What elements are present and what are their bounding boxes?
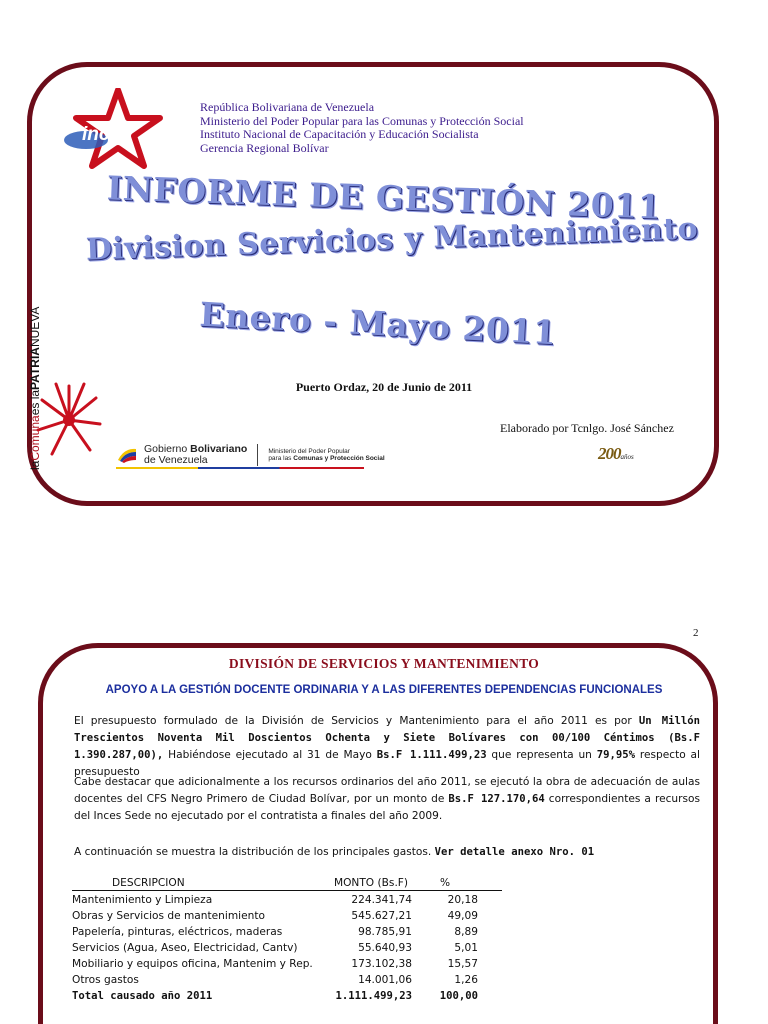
budget-text-d: respecto al presupuesto <box>74 749 700 778</box>
page-number: 2 <box>693 627 699 639</box>
total-label: Total causado año 2011 <box>72 990 213 1002</box>
table-row <box>72 972 502 988</box>
works-text-b: correspondientes a recursos del Inces Sede no ejecutado por el contratista a finales del año 2009. <box>74 793 700 822</box>
row-percent: 15,57 <box>447 958 478 970</box>
ministry-line1: Ministerio del Poder Popular <box>268 447 350 455</box>
ministry-logo-text <box>268 448 384 463</box>
red-burst-icon <box>34 380 104 460</box>
works-amount: Bs.F 127.170,64 <box>448 793 545 805</box>
report-date: Puerto Ordaz, 20 de Junio de 2011 <box>295 380 473 394</box>
inces-logo-text: inces <box>82 124 131 145</box>
distribution-intro <box>74 844 700 861</box>
section-title: DIVISIÓN DE SERVICIOS Y MANTENIMIENTO <box>228 656 540 671</box>
row-percent: 20,18 <box>447 894 478 906</box>
report-division-title: Division Servicios y Mantenimiento <box>85 211 699 268</box>
gov-logo-line1: Gobierno <box>144 443 188 455</box>
budget-amount-words: Un Millón Trescientos Noventa Mil Doscientos Ochenta y Siete Bolívares con 00/100 Céntimos (Bs.F 1.390.287,00), <box>74 715 700 761</box>
table-row <box>72 924 502 940</box>
table-row <box>72 956 502 972</box>
bicentenario-label: años <box>620 453 634 461</box>
table-row <box>72 940 502 956</box>
section-subtitle: APOYO A LA GESTIÓN DOCENTE ORDINARIA Y A LAS DIFERENTES DEPENDENCIAS FUNCIONALES <box>105 684 663 696</box>
bicentenario-number: 200 <box>598 444 621 463</box>
header-line-3: Instituto Nacional de Capacitación y Educación Socialista <box>200 127 479 141</box>
gov-logo-separator <box>257 444 258 466</box>
row-amount: 224.341,74 <box>351 894 412 906</box>
row-description: Otros gastos <box>72 974 139 986</box>
row-percent: 1,26 <box>454 974 478 986</box>
row-amount: 14.001,06 <box>358 974 412 986</box>
header-line-1: República Bolivariana de Venezuela <box>200 100 375 114</box>
slogan-part-4: PATRIA <box>28 347 42 390</box>
row-amount: 55.640,93 <box>358 942 412 954</box>
row-amount: 173.102,38 <box>351 958 412 970</box>
row-description: Obras y Servicios de mantenimiento <box>72 910 265 922</box>
venezuela-flag-icon <box>116 446 138 464</box>
tricolor-bar <box>116 467 364 469</box>
row-percent: 8,89 <box>454 926 478 938</box>
bicentenario-logo <box>598 444 634 464</box>
budget-paragraph <box>74 713 700 781</box>
report-title: INFORME DE GESTIÓN 2011 <box>106 168 662 227</box>
slogan-part-2: Comuna <box>28 415 42 461</box>
gobierno-bolivariano-logo <box>116 442 385 468</box>
row-description: Servicios (Agua, Aseo, Electricidad, Cantv) <box>72 942 298 954</box>
row-percent: 49,09 <box>447 910 478 922</box>
inces-star-logo <box>56 88 174 176</box>
ministry-line2-prefix: para las <box>268 455 292 462</box>
header-line-2: Ministerio del Poder Popular para las Comunas y Protección Social <box>200 113 524 128</box>
total-amount: 1.111.499,23 <box>335 990 412 1002</box>
works-text-a: Cabe destacar que adicionalmente a los recursos ordinarios del año 2011, se ejecutó la obra de adecuación de aulas docentes del CFS Negro Primero de Ciudad Bolívar, por un monto de <box>74 776 700 805</box>
report-author: Elaborado por Tcnlgo. José Sánchez <box>500 421 674 435</box>
row-description: Mantenimiento y Limpieza <box>72 894 213 906</box>
ministry-line2-bold: Comunas y Protección Social <box>293 455 385 462</box>
row-amount: 545.627,21 <box>351 910 412 922</box>
report-period-title: Enero - Mayo 2011 <box>198 294 558 353</box>
header-percent: % <box>439 877 451 889</box>
budget-text-b: Habiéndose ejecutado al 31 de Mayo <box>163 749 377 761</box>
slogan-part-5: NUEVA <box>28 306 42 348</box>
additional-works-paragraph <box>74 774 700 825</box>
annex-reference: Ver detalle anexo Nro. 01 <box>434 846 595 858</box>
gov-logo-line1-bold: Bolivariano <box>190 443 248 455</box>
intro-text: A continuación se muestra la distribución de los principales gastos. <box>74 846 435 858</box>
header-description: DESCRIPCION <box>112 877 185 889</box>
header-amount: MONTO (Bs.F) <box>333 877 409 889</box>
table-row <box>72 908 502 924</box>
table-header-row <box>72 876 502 891</box>
expenses-table <box>72 876 502 1004</box>
slogan-part-1: la <box>28 460 42 470</box>
gov-logo-text <box>144 444 247 466</box>
budget-text-a: El presupuesto formulado de la División de Servicios y Mantenimiento para el año 2011 es por <box>74 715 639 727</box>
header-line-4: Gerencia Regional Bolívar <box>200 140 329 155</box>
total-percent: 100,00 <box>439 990 478 1002</box>
table-row <box>72 892 502 908</box>
executed-amount: Bs.F 1.111.499,23 <box>376 749 487 761</box>
row-description: Mobiliario y equipos oficina, Mantenim y Rep. <box>72 958 313 970</box>
gov-logo-line2: de Venezuela <box>144 454 208 466</box>
row-description: Papelería, pinturas, eléctricos, maderas <box>72 926 283 938</box>
slogan-part-3: es la <box>28 389 42 416</box>
table-total-row <box>72 988 502 1004</box>
row-percent: 5,01 <box>454 942 478 954</box>
institution-header <box>200 101 524 155</box>
row-amount: 98.785,91 <box>358 926 412 938</box>
budget-text-c: que representa un <box>486 749 597 761</box>
executed-percent: 79,95% <box>596 749 636 761</box>
